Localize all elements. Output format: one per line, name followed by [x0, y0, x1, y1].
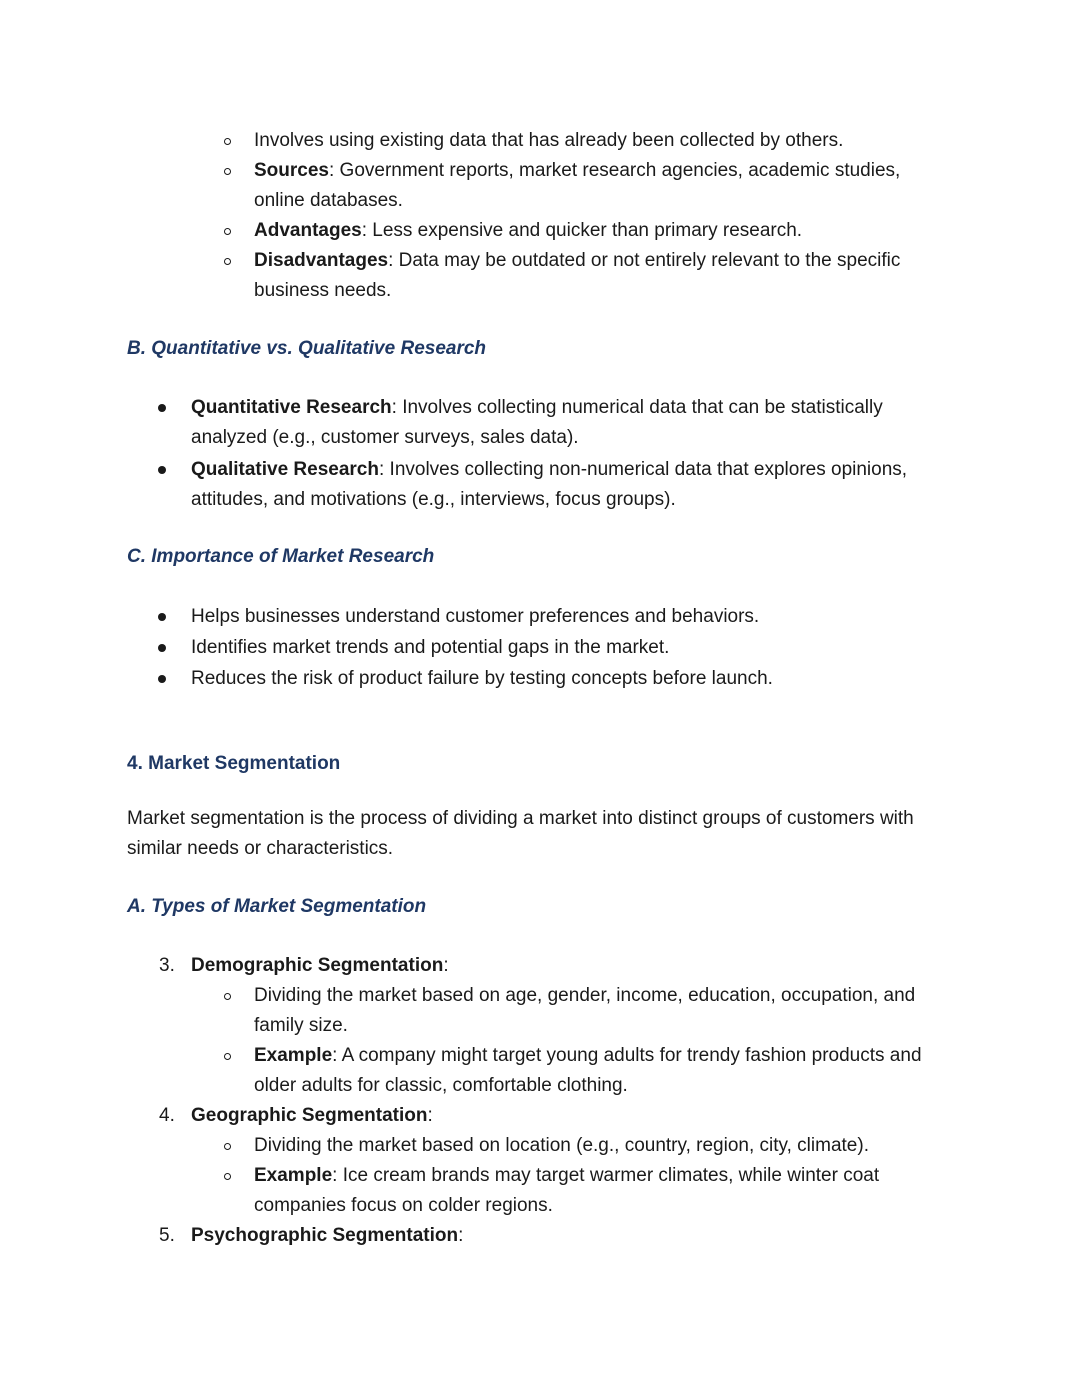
list-item-continuation: business needs. [254, 280, 392, 301]
list-item: Qualitative Research: Involves collecting non-numerical data that explores opinions, [191, 459, 908, 480]
list-item-continuation: online databases. [254, 190, 403, 211]
list-number: 5. [159, 1225, 175, 1246]
bullet-icon [158, 466, 166, 474]
circle-bullet-icon [224, 1053, 231, 1060]
circle-bullet-icon [224, 1143, 231, 1150]
section-heading: B. Quantitative vs. Qualitative Research [127, 338, 487, 359]
list-item: Geographic Segmentation: [191, 1105, 433, 1126]
circle-bullet-icon [224, 1173, 231, 1180]
list-item: Disadvantages: Data may be outdated or not entirely relevant to the specific [254, 250, 901, 271]
list-item: Helps businesses understand customer preferences and behaviors. [191, 606, 760, 627]
list-item: Demographic Segmentation: [191, 955, 449, 976]
list-item: Identifies market trends and potential gaps in the market. [191, 637, 670, 658]
list-item: Dividing the market based on location (e.g., country, region, city, climate). [254, 1135, 869, 1156]
list-item-continuation: family size. [254, 1015, 348, 1036]
section-heading: 4. Market Segmentation [127, 753, 341, 774]
list-item: Sources: Government reports, market research agencies, academic studies, [254, 160, 901, 181]
bullet-icon [158, 644, 166, 652]
bullet-icon [158, 404, 166, 412]
list-item: Involves using existing data that has already been collected by others. [254, 130, 844, 151]
list-item-continuation: analyzed (e.g., customer surveys, sales data). [191, 427, 579, 448]
section-heading: C. Importance of Market Research [127, 546, 435, 567]
list-item-continuation: companies focus on colder regions. [254, 1195, 553, 1216]
list-item: Quantitative Research: Involves collecting numerical data that can be statistically [191, 397, 883, 418]
list-item: Dividing the market based on age, gender, income, education, occupation, and [254, 985, 916, 1006]
list-item: Example: Ice cream brands may target warmer climates, while winter coat [254, 1165, 880, 1186]
paragraph-line: similar needs or characteristics. [127, 838, 394, 859]
paragraph-line: Market segmentation is the process of dividing a market into distinct groups of customers with [127, 808, 914, 829]
circle-bullet-icon [224, 993, 231, 1000]
circle-bullet-icon [224, 168, 231, 175]
section-heading: A. Types of Market Segmentation [127, 896, 427, 917]
list-item: Psychographic Segmentation: [191, 1225, 464, 1246]
list-number: 3. [159, 955, 175, 976]
bullet-icon [158, 675, 166, 683]
list-item-continuation: older adults for classic, comfortable clothing. [254, 1075, 628, 1096]
list-number: 4. [159, 1105, 175, 1126]
circle-bullet-icon [224, 228, 231, 235]
list-item: Advantages: Less expensive and quicker than primary research. [254, 220, 803, 241]
list-item: Reduces the risk of product failure by testing concepts before launch. [191, 668, 773, 689]
bullet-icon [158, 613, 166, 621]
list-item: Example: A company might target young adults for trendy fashion products and [254, 1045, 922, 1066]
circle-bullet-icon [224, 138, 231, 145]
circle-bullet-icon [224, 258, 231, 265]
list-item-continuation: attitudes, and motivations (e.g., interviews, focus groups). [191, 489, 676, 510]
